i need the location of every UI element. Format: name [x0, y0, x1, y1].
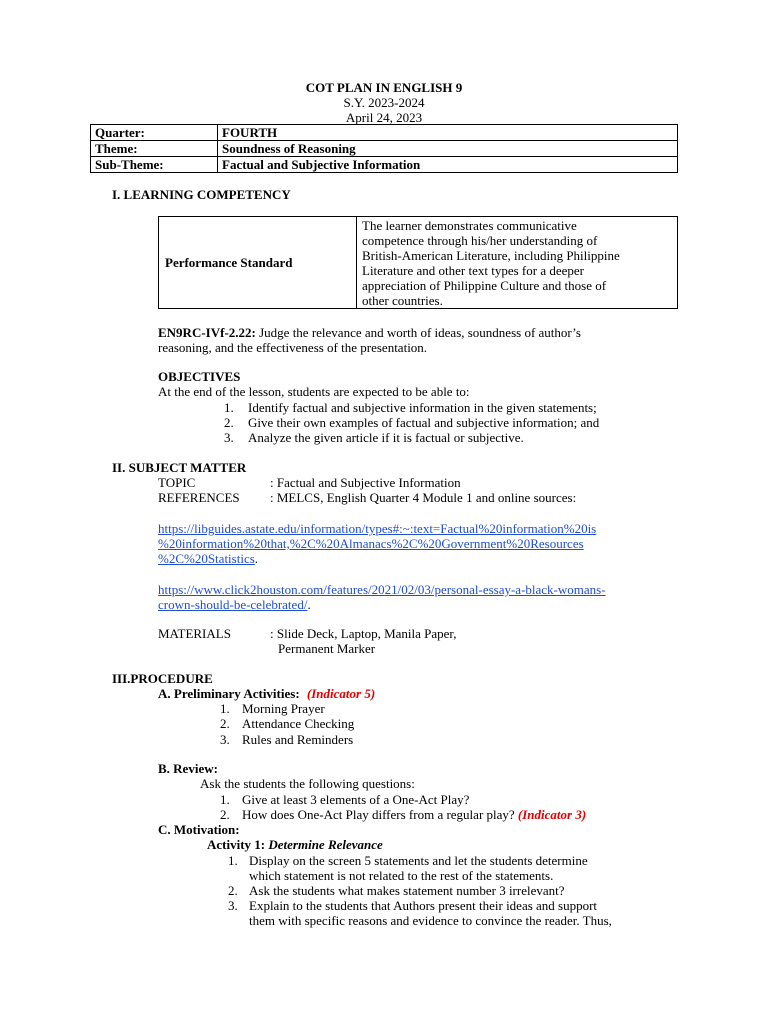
perf-line: competence through his/her understanding of: [362, 232, 598, 248]
review-item-text: How does One-Act Play differs from a regular play?: [242, 807, 515, 822]
info-row-theme: [91, 141, 678, 157]
section-3-heading: III.PROCEDURE: [112, 671, 213, 686]
reference-link-1-line-1[interactable]: https://libguides.astate.edu/information/types#:~:text=Factual%20information%20is: [158, 521, 597, 536]
preliminary-heading: A. Preliminary Activities:: [158, 686, 300, 701]
list-number: 2.: [228, 883, 238, 898]
list-number: 2.: [224, 415, 234, 430]
motivation-item-2-line-1: Ask the students what makes statement number 3 irrelevant?: [249, 883, 565, 898]
document-title: COT PLAN IN ENGLISH 9: [305, 80, 463, 95]
objective-item: Analyze the given article if it is factual or subjective.: [248, 430, 524, 445]
preliminary-item: Rules and Reminders: [242, 732, 354, 747]
materials-value-line-2: Permanent Marker: [278, 641, 376, 656]
motivation-item-1-line-1: Display on the screen 5 statements and let the students determine: [249, 853, 588, 868]
competency-text: Judge the relevance and worth of ideas, soundness of author’s: [255, 325, 581, 340]
competency-line-2: reasoning, and the effectiveness of the presentation.: [158, 340, 428, 355]
objectives-heading: OBJECTIVES: [158, 369, 241, 384]
reference-link-2-end[interactable]: crown-should-be-celebrated/: [158, 597, 308, 612]
indicator-5: (Indicator 5): [306, 686, 376, 701]
document-date: April 24, 2023: [345, 110, 423, 125]
perf-line: The learner demonstrates communicative: [362, 217, 577, 233]
info-key: Sub-Theme:: [91, 157, 218, 173]
materials-label: MATERIALS: [158, 626, 231, 641]
info-table: [90, 124, 678, 173]
materials-value-line-1: : Slide Deck, Laptop, Manila Paper,: [270, 626, 457, 641]
perf-line: British-American Literature, including Philippine: [362, 247, 620, 263]
reference-link-1-line-3: [158, 551, 258, 566]
perf-line: Literature and other text types for a deeper: [362, 262, 584, 278]
review-item: [242, 807, 586, 822]
list-number: 3.: [228, 898, 238, 913]
references-label: REFERENCES: [158, 490, 240, 505]
review-item: Give at least 3 elements of a One-Act Play?: [242, 792, 470, 807]
performance-standard-label: Performance Standard: [159, 217, 357, 309]
list-number: 1.: [220, 792, 230, 807]
perf-line: appreciation of Philippine Culture and those of: [362, 277, 607, 293]
info-key: Quarter:: [91, 125, 218, 141]
review-heading: B. Review:: [158, 761, 218, 776]
objective-item: Identify factual and subjective information in the given statements;: [248, 400, 597, 415]
list-number: 2.: [220, 807, 230, 822]
references-value: : MELCS, English Quarter 4 Module 1 and online sources:: [270, 490, 577, 505]
period: .: [254, 551, 259, 566]
indicator-3: (Indicator 3): [517, 807, 587, 822]
activity-label: Activity 1:: [207, 837, 269, 852]
section-2-heading: II. SUBJECT MATTER: [112, 460, 247, 475]
motivation-item-1-line-2: which statement is not related to the rest of the statements.: [249, 868, 554, 883]
competency-line-1: [158, 325, 678, 340]
activity-title: Determine Relevance: [268, 837, 383, 852]
competency-code: EN9RC-IVf-2.22:: [158, 325, 256, 340]
motivation-item-3-line-1: Explain to the students that Authors present their ideas and support: [249, 898, 598, 913]
performance-standard-text: [357, 217, 678, 309]
performance-standard-table: [158, 216, 678, 309]
list-number: 1.: [228, 853, 238, 868]
period: .: [307, 597, 311, 612]
list-number: 3.: [224, 430, 234, 445]
activity-1-heading: [207, 837, 383, 852]
list-number: 1.: [220, 701, 230, 716]
info-value: Soundness of Reasoning: [218, 141, 678, 157]
motivation-heading: C. Motivation:: [158, 822, 240, 837]
preliminary-item: Attendance Checking: [242, 716, 355, 731]
topic-value: : Factual and Subjective Information: [270, 475, 461, 490]
preliminary-item: Morning Prayer: [242, 701, 325, 716]
reference-link-1-line-2[interactable]: %20information%20that,%2C%20Almanacs%2C%20Government%20Resources: [158, 536, 584, 551]
school-year: S.Y. 2023-2024: [343, 95, 425, 110]
motivation-item-3-line-2: them with specific reasons and evidence to convince the reader. Thus,: [249, 913, 612, 928]
info-value: Factual and Subjective Information: [218, 157, 678, 173]
info-row-subtheme: [91, 157, 678, 173]
list-number: 2.: [220, 716, 230, 731]
topic-label: TOPIC: [158, 475, 196, 490]
info-value: FOURTH: [218, 125, 678, 141]
reference-link-1-end[interactable]: %2C%20Statistics: [158, 551, 255, 566]
perf-line: other countries.: [362, 292, 443, 308]
objectives-intro: At the end of the lesson, students are expected to be able to:: [158, 384, 470, 399]
list-number: 1.: [224, 400, 234, 415]
info-row-quarter: [91, 125, 678, 141]
section-1-heading: I. LEARNING COMPETENCY: [112, 187, 291, 202]
objective-item: Give their own examples of factual and subjective information; and: [248, 415, 600, 430]
list-number: 3.: [220, 732, 230, 747]
preliminary-heading-line: [158, 686, 375, 701]
reference-link-2-line-1[interactable]: https://www.click2houston.com/features/2021/02/03/personal-essay-a-black-womans-: [158, 582, 606, 597]
review-intro: Ask the students the following questions:: [200, 776, 415, 791]
reference-link-2-line-2: [158, 597, 311, 612]
info-key: Theme:: [91, 141, 218, 157]
